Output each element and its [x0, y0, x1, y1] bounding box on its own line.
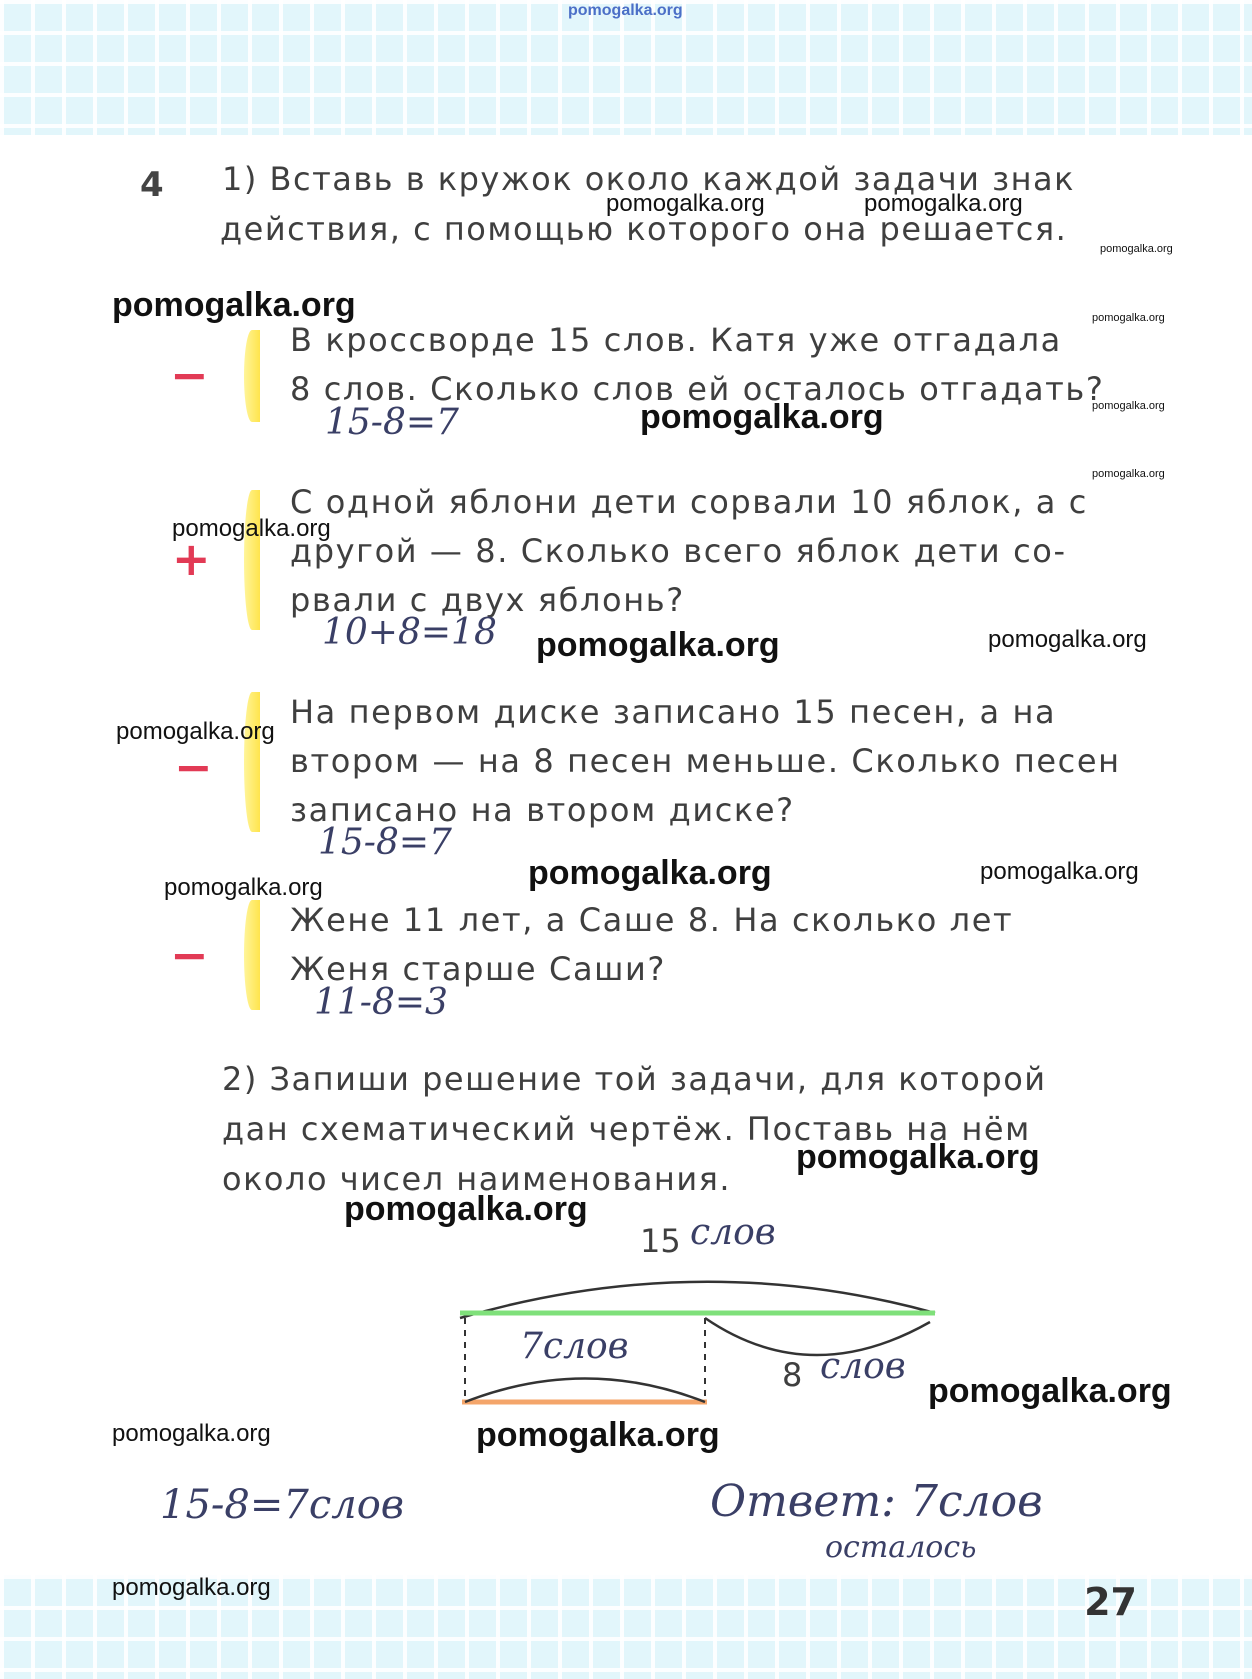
watermark: pomogalka.org: [1092, 400, 1165, 412]
answer-line1: Ответ: 7слов: [710, 1476, 1043, 1527]
problem2-line3: рвали с двух яблонь?: [290, 581, 685, 619]
instruction2-line2: дан схематический чертёж. Поставь на нём: [222, 1110, 1031, 1148]
problem4-line1: Жене 11 лет, а Саше 8. На сколько лет: [290, 901, 1014, 939]
problem4-solution: 11-8=3: [314, 982, 448, 1023]
watermark: pomogalka.org: [796, 1138, 1040, 1176]
watermark: pomogalka.org: [864, 190, 1023, 217]
watermark: pomogalka.org: [344, 1190, 588, 1228]
diagram-total-unit: слов: [690, 1212, 776, 1253]
watermark: pomogalka.org: [1092, 468, 1165, 480]
unknown-part-arc: [465, 1379, 705, 1403]
watermark: pomogalka.org: [1092, 312, 1165, 324]
problem1-line2: 8 слов. Сколько слов ей осталось отгадать?: [290, 370, 1105, 408]
problem2-solution: 10+8=18: [322, 612, 497, 653]
problem4-line2: Женя старше Саши?: [290, 950, 667, 988]
diagram-known-unit: слов: [820, 1346, 906, 1387]
watermark: pomogalka.org: [640, 398, 884, 436]
instruction2-line1: 2) Запиши решение той задачи, для которой: [222, 1060, 1047, 1098]
problem1-solution: 15-8=7: [325, 402, 459, 443]
watermark: pomogalka.org: [112, 286, 356, 324]
diagram-unknown-part: 7слов: [520, 1326, 629, 1367]
page-number: 27: [1084, 1580, 1137, 1624]
sign-minus: −: [174, 740, 213, 794]
watermark-top: pomogalka.org: [568, 2, 683, 19]
watermark: pomogalka.org: [476, 1416, 720, 1454]
watermark: pomogalka.org: [112, 1574, 271, 1601]
problem3-solution: 15-8=7: [318, 822, 452, 863]
watermark: pomogalka.org: [172, 515, 331, 542]
watermark: pomogalka.org: [980, 858, 1139, 885]
diagram-total-number: 15: [640, 1222, 681, 1260]
watermark: pomogalka.org: [116, 718, 275, 745]
final-solution: 15-8=7слов: [160, 1482, 405, 1528]
problem3-line2: втором — на 8 песен меньше. Сколько песен: [290, 742, 1121, 780]
watermark: pomogalka.org: [164, 874, 323, 901]
watermark: pomogalka.org: [528, 854, 772, 892]
sign-minus: −: [170, 348, 209, 402]
watermark: pomogalka.org: [988, 626, 1147, 653]
watermark: pomogalka.org: [536, 626, 780, 664]
problem1-line1: В кроссворде 15 слов. Катя уже отгадала: [290, 321, 1062, 359]
instruction1-line2: действия, с помощью которого она решается.: [220, 210, 1068, 248]
task-number: 4: [140, 165, 164, 205]
sign-plus: +: [172, 532, 211, 586]
watermark: pomogalka.org: [928, 1372, 1172, 1410]
instruction1-line1: 1) Вставь в кружок около каждой задачи знак: [222, 160, 1075, 198]
problem3-line1: На первом диске записано 15 песен, а на: [290, 693, 1057, 731]
watermark: pomogalka.org: [1100, 243, 1173, 255]
diagram-known-number: 8: [782, 1356, 803, 1394]
problem2-line2: другой — 8. Сколько всего яблок дети со-: [290, 532, 1067, 570]
watermark: pomogalka.org: [112, 1420, 271, 1447]
sign-minus: −: [170, 928, 209, 982]
problem3-line3: записано на втором диске?: [290, 791, 795, 829]
instruction2-line3: около чисел наименования.: [222, 1160, 732, 1198]
problem2-line1: С одной яблони дети сорвали 10 яблок, а с: [290, 483, 1088, 521]
watermark: pomogalka.org: [606, 190, 765, 217]
answer-line2: осталось: [825, 1530, 977, 1565]
